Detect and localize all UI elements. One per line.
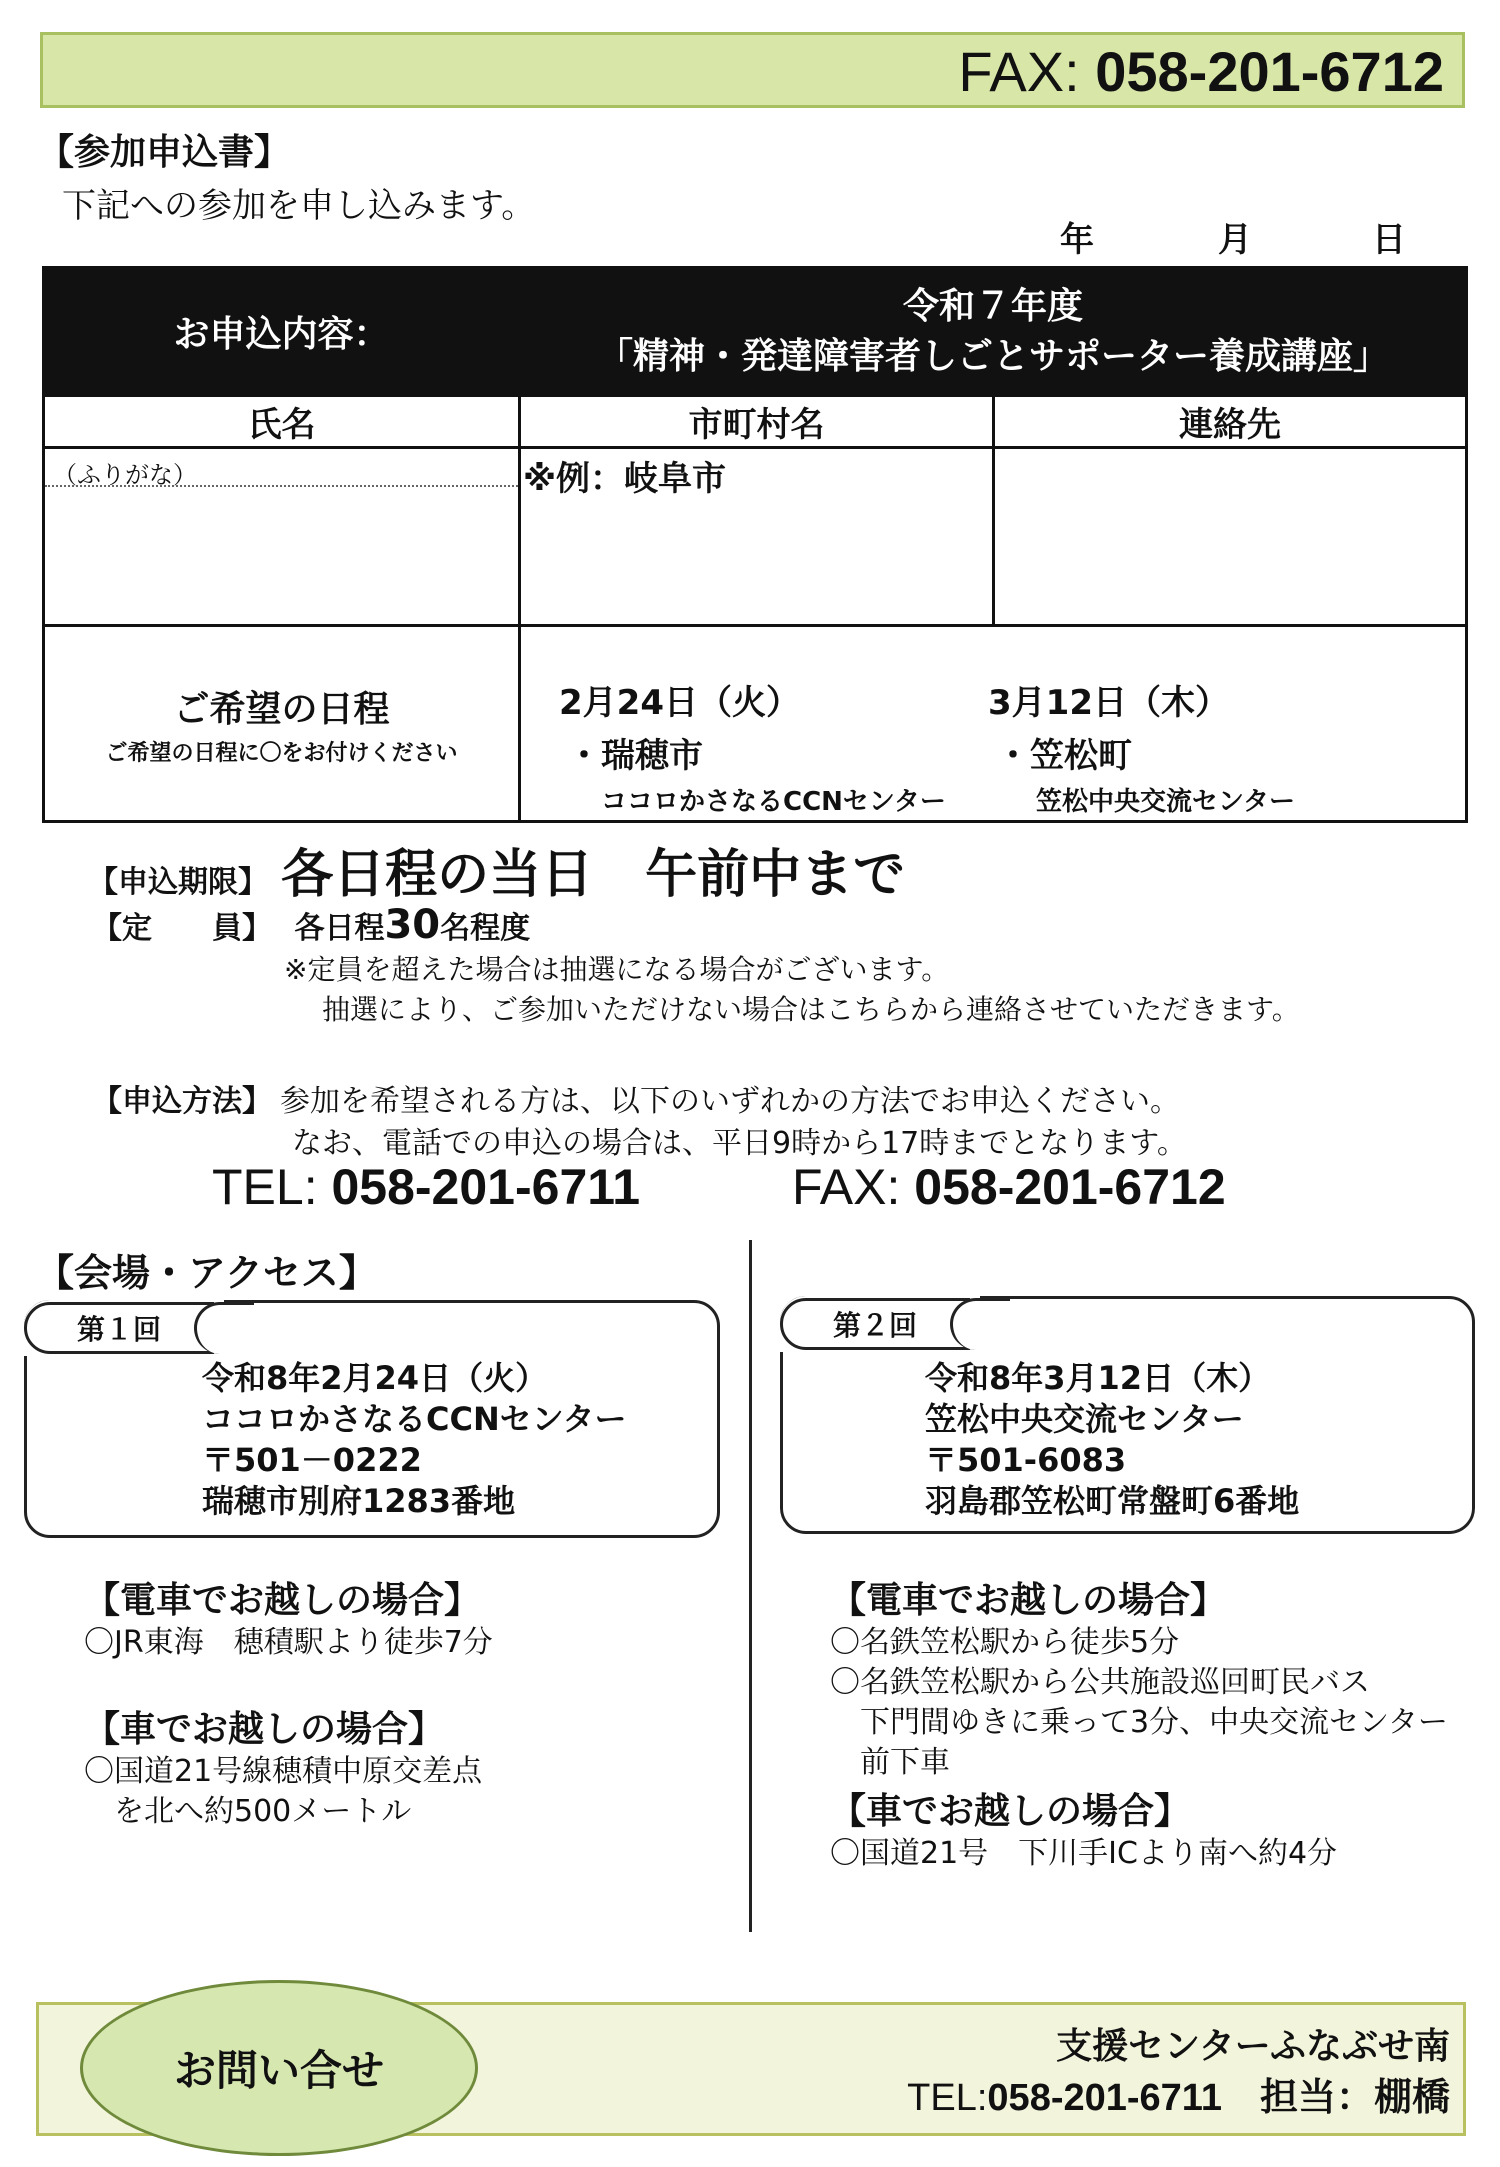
date-month: 月 — [1218, 220, 1252, 260]
venue2-address: 羽島郡笠松町常盤町6番地 — [925, 1482, 1300, 1520]
column-divider — [749, 1240, 752, 1932]
col-name: 氏名 — [44, 396, 520, 448]
venue1-address: 瑞穂市別府1283番地 — [202, 1482, 516, 1520]
capacity-suffix: 名程度 — [440, 911, 531, 946]
form-title: 【参加申込書】 — [38, 132, 291, 173]
venue2-car-line: 〇国道21号 下川手ICより南へ約4分 — [830, 1836, 1338, 1871]
schedule-option-2[interactable] — [988, 675, 1295, 818]
content-label-cell — [44, 268, 520, 396]
fax-number: 058-201-6712 — [1095, 40, 1444, 103]
schedule-options-cell — [520, 626, 1467, 822]
tel-contact — [212, 1158, 640, 1216]
venue2-date: 令和8年3月12日（木） — [925, 1359, 1271, 1397]
venue1-tab: 第１回 — [24, 1302, 214, 1354]
venue2-name: 笠松中央交流センター — [925, 1400, 1244, 1438]
venue2-details — [925, 1358, 1299, 1522]
venue2-tab-curl — [950, 1298, 1010, 1350]
method-label: 【申込方法】 — [92, 1084, 272, 1119]
venue2-tab: 第２回 — [780, 1298, 970, 1350]
inquiry-label: お問い合せ — [173, 2046, 384, 2095]
capacity-prefix: 各日程 — [294, 911, 385, 946]
deadline-label: 【申込期限】 — [88, 865, 268, 900]
contact-tel-number: 058-201-6711 — [987, 2077, 1222, 2119]
method-row — [92, 1076, 1180, 1120]
schedule-label-cell — [44, 626, 520, 822]
venue2-car-title: 【車でお越しの場合】 — [830, 1791, 1191, 1832]
capacity-row — [92, 902, 530, 948]
content-label: お申込内容： — [173, 314, 390, 355]
fax-contact — [792, 1158, 1226, 1216]
city-example: ※例：岐阜市 — [523, 459, 727, 499]
capacity-number: 30 — [384, 902, 441, 948]
access-title: 【会場・アクセス】 — [36, 1251, 377, 1295]
schedule-option-1[interactable] — [559, 675, 946, 818]
venue1-zip: 〒501－0222 — [202, 1441, 422, 1479]
fax-banner — [40, 32, 1465, 108]
fax-header — [958, 39, 1444, 104]
tel-label: TEL: — [212, 1159, 332, 1215]
date-year: 年 — [1060, 220, 1094, 260]
city-field[interactable] — [520, 448, 994, 626]
date-day: 日 — [1372, 220, 1406, 260]
contact-tel-label: TEL: — [907, 2077, 988, 2119]
fax-label: FAX: — [958, 40, 1096, 103]
course-title-cell — [520, 268, 1467, 396]
contact-tel-row — [907, 2066, 1450, 2121]
contact-field[interactable] — [994, 448, 1467, 626]
venue1-car-title: 【車でお越しの場合】 — [84, 1709, 445, 1750]
name-field[interactable] — [44, 448, 520, 626]
deadline-row — [88, 832, 905, 907]
deadline-value: 各日程の当日 午前中まで — [281, 845, 906, 905]
schedule-label: ご希望の日程 — [173, 688, 390, 730]
capacity-note-2: 抽選により、ご参加いただけない場合はこちらから連絡させていただきます。 — [322, 993, 1300, 1026]
method-line-1: 参加を希望される方は、以下のいずれかの方法でお申込ください。 — [280, 1084, 1180, 1119]
venue1-access — [84, 1572, 493, 1832]
venue2-train-line: 下門間ゆきに乗って3分、中央交流センター — [830, 1705, 1448, 1740]
schedule-note: ご希望の日程に〇をお付けください — [105, 740, 458, 766]
form-intro: 下記への参加を申し込みます。 — [62, 186, 536, 226]
furigana-label: （ふりがな） — [45, 449, 518, 487]
tel-number: 058-201-6711 — [331, 1159, 641, 1215]
application-form-table — [42, 266, 1468, 823]
venue2-zip: 〒501-6083 — [925, 1441, 1127, 1479]
venue1-train-title: 【電車でお越しの場合】 — [84, 1580, 481, 1621]
option2-date: 3月12日（木） — [988, 683, 1229, 723]
contact-person: 担当：棚橋 — [1221, 2075, 1450, 2119]
venue2-train-line: 前下車 — [830, 1745, 950, 1780]
option2-city: ・笠松町 — [996, 736, 1132, 776]
option1-city: ・瑞穂市 — [567, 736, 703, 776]
fax-number-2: 058-201-6712 — [914, 1159, 1226, 1215]
col-contact: 連絡先 — [994, 396, 1467, 448]
venue2-train-title: 【電車でお越しの場合】 — [830, 1580, 1227, 1621]
method-line-2: なお、電話での申込の場合は、平日9時から17時までとなります。 — [292, 1126, 1187, 1161]
venue1-details — [202, 1358, 626, 1522]
venue1-car-line: 〇国道21号線穂積中原交差点 — [84, 1754, 483, 1789]
venue2-access — [830, 1572, 1448, 1874]
venue1-car-line: を北へ約500メートル — [84, 1794, 412, 1829]
venue1-name: ココロかさなるCCNセンター — [202, 1400, 627, 1438]
venue2-train-line: 〇名鉄笠松駅から公共施設巡回町民バス — [830, 1665, 1370, 1700]
course-year: 令和７年度 — [903, 285, 1084, 327]
option1-venue: ココロかさなるCCNセンター — [601, 787, 946, 817]
fax-label-2: FAX: — [792, 1159, 915, 1215]
venue1-date: 令和8年2月24日（火） — [202, 1359, 548, 1397]
course-title: 「精神・発達障害者しごとサポーター養成講座」 — [597, 335, 1390, 377]
col-city: 市町村名 — [520, 396, 994, 448]
venue1-tab-curl — [194, 1302, 254, 1354]
capacity-note-1: ※定員を超えた場合は抽選になる場合がございます。 — [284, 953, 950, 986]
option2-venue: 笠松中央交流センター — [1036, 787, 1295, 817]
venue2-train-line: 〇名鉄笠松駅から徒歩5分 — [830, 1625, 1180, 1660]
option1-date: 2月24日（火） — [559, 683, 800, 723]
inquiry-badge — [80, 1980, 478, 2156]
venue1-train-line: 〇JR東海 穂積駅より徒歩7分 — [84, 1625, 493, 1660]
contact-org: 支援センターふなぶせ南 — [1056, 2026, 1450, 2067]
capacity-label: 【定 員】 — [92, 911, 272, 946]
